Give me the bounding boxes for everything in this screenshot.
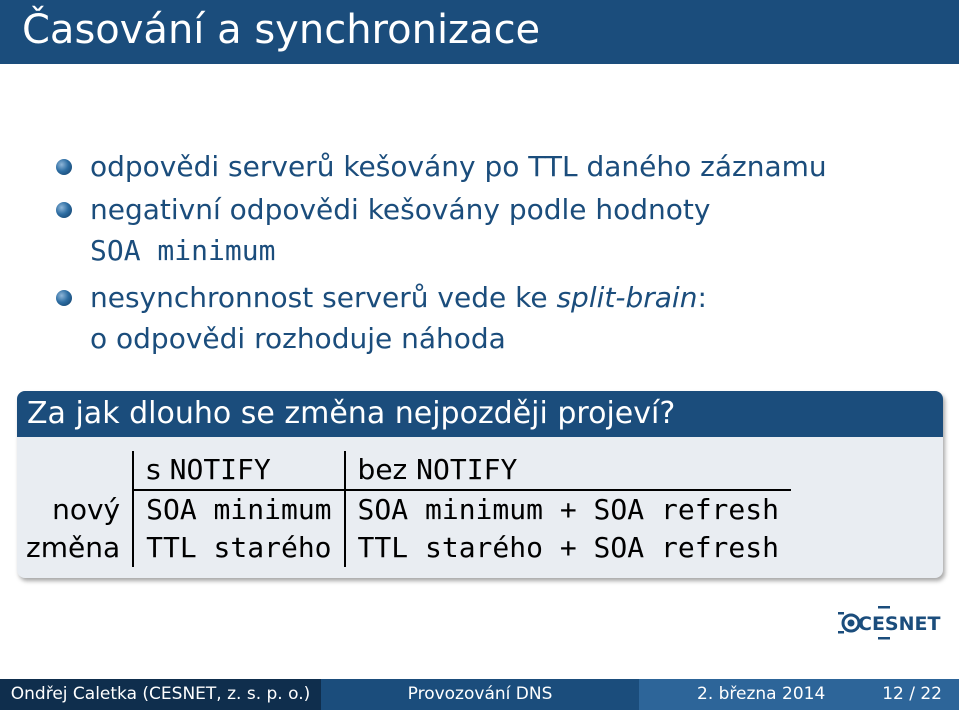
table-row	[26, 490, 791, 529]
bullet-text: :	[697, 281, 707, 314]
row-label: změna	[26, 531, 121, 564]
table-corner	[26, 451, 133, 490]
timing-table	[26, 451, 791, 567]
bullet-text: nesynchronnost serverů vede ke	[90, 281, 557, 314]
footer-right	[639, 679, 959, 710]
table-header-row	[26, 451, 791, 490]
table-cell: SOA minimum	[133, 490, 344, 529]
bullet-item	[56, 189, 946, 271]
bullet-text: odpovědi serverů kešovány po TTL daného záznamu	[90, 150, 827, 183]
footer	[0, 679, 959, 710]
footer-author: Ondřej Caletka (CESNET, z. s. p. o.)	[0, 679, 321, 710]
table-header-cell: bez NOTIFY	[345, 451, 791, 490]
bullet-text: negativní odpovědi kešovány podle hodnoty	[90, 193, 711, 226]
table-cell: SOA minimum + SOA refresh	[357, 493, 779, 526]
bullet-item	[56, 277, 946, 359]
svg-text:CESNET: CESNET	[858, 613, 941, 635]
block-title: Za jak dlouho se změna nejpozději projeví?	[17, 391, 943, 437]
bullet-list	[56, 146, 946, 359]
bullet-emphasis: split-brain	[556, 281, 698, 314]
bullet-text: o odpovědi rozhoduje náhoda	[90, 322, 506, 355]
footer-date: 2. března 2014	[697, 684, 826, 704]
bullet-icon	[56, 159, 72, 175]
table-row	[26, 529, 791, 567]
footer-talk-title: Provozování DNS	[321, 679, 639, 710]
row-label: nový	[52, 492, 121, 526]
bullet-icon	[56, 202, 72, 218]
table-cell: TTL starého	[133, 529, 344, 567]
bullet-code: SOA minimum	[90, 234, 276, 267]
title-bar	[0, 0, 959, 64]
table-cell: TTL starého + SOA refresh	[357, 531, 779, 564]
slide-title: Časování a synchronizace	[22, 7, 541, 53]
table-header-cell: s NOTIFY	[133, 451, 344, 490]
footer-page-number: 12 / 22	[882, 684, 942, 704]
bullet-icon	[56, 290, 72, 306]
cesnet-logo	[838, 600, 952, 646]
bullet-item	[56, 146, 946, 187]
